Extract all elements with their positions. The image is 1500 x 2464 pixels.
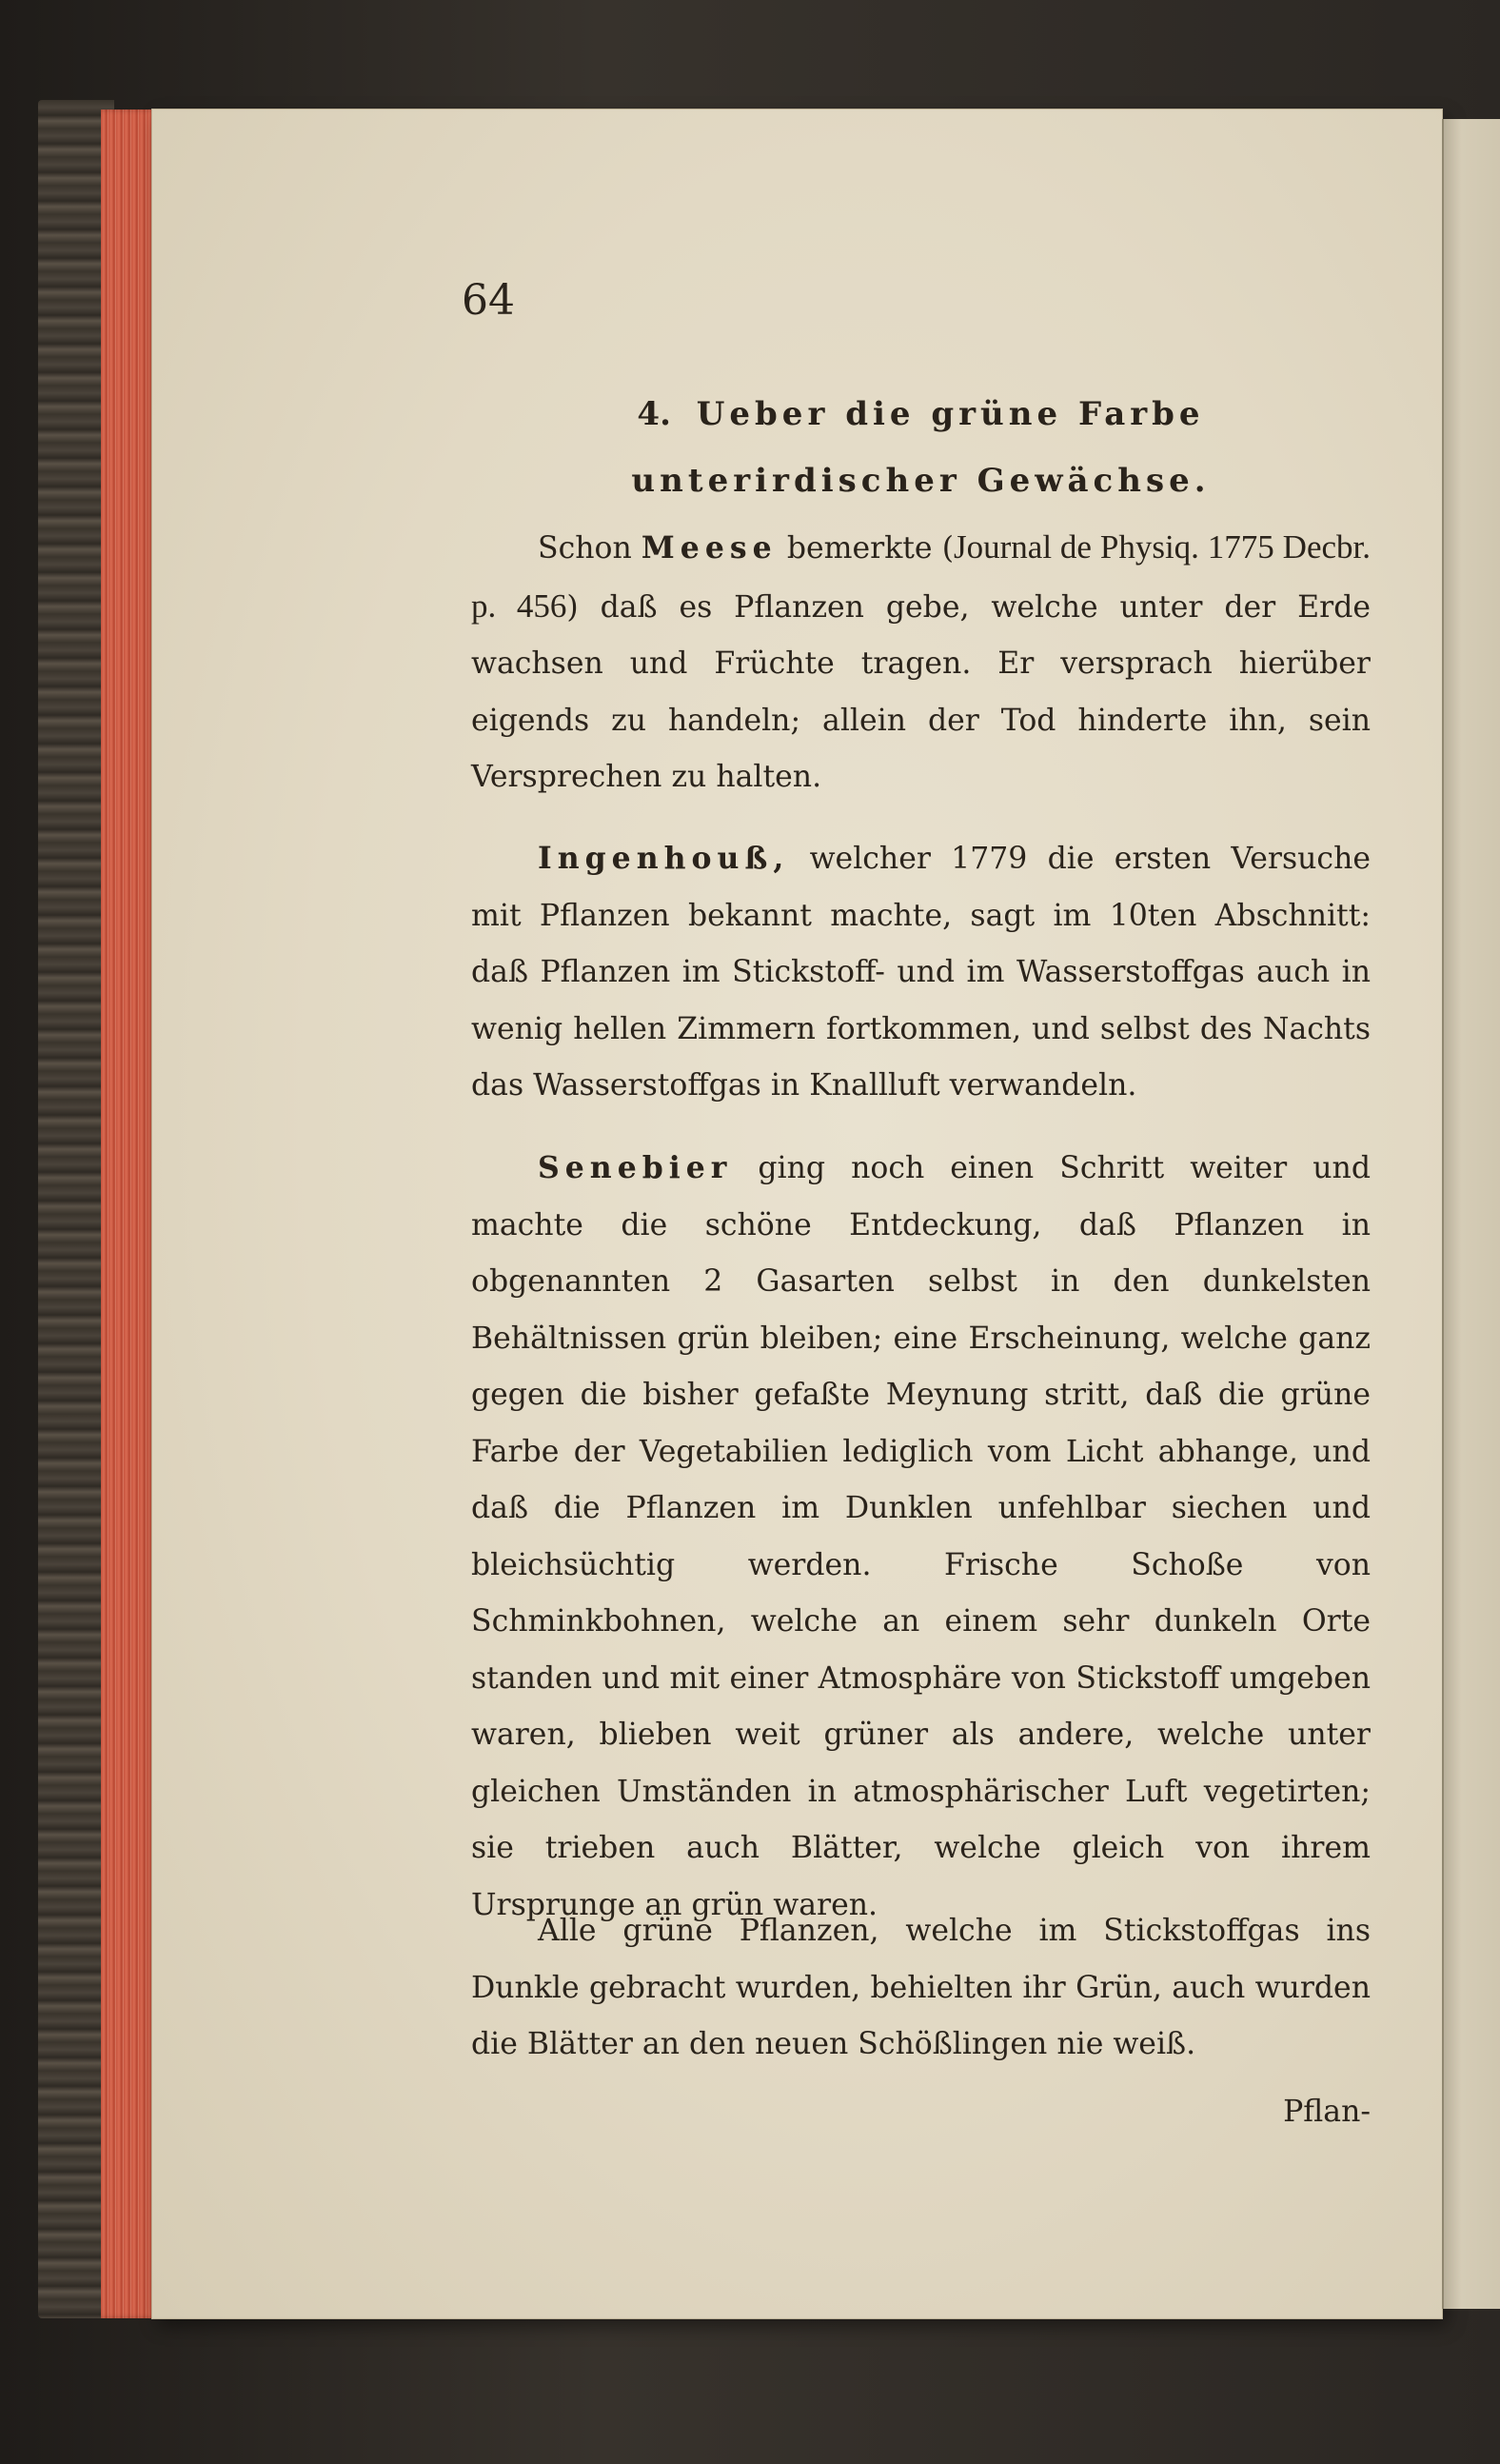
journal-citation: Journal de Physiq. 1775 Decbr. p. 456 — [471, 528, 1372, 625]
paragraph-lead: Schon — [538, 531, 632, 566]
paragraph-conclusion — [471, 1903, 1371, 2074]
paragraph-meese — [471, 519, 1371, 806]
paragraph-ingenhousz — [471, 830, 1371, 1115]
paragraph-senebier — [471, 1140, 1371, 1934]
author-name: Senebier — [538, 1150, 733, 1185]
chapter-heading — [471, 381, 1371, 514]
page-number: 64 — [462, 276, 515, 325]
paragraph-text: ging noch einen Schritt weiter und machte die schöne Entdeckung, daß Pflanzen in obgenannten 2 Gasarten selbst in den dunkelsten Behältnissen grün bleiben; eine Erscheinung, welche ganz gegen die bisher gefaßte Meynung stritt, daß die grüne Farbe der Vegetabilien lediglich vom Licht abhange, und daß die Pflanzen im Dunklen unfehlbar siechen und bleichsüchtig werden. Frische Schoße von Schminkbohnen, welche an einem sehr dunkeln Orte standen und mit einer Atmosphäre von Stickstoff umgeben waren, blieben weit grüner als andere, welche unter gleichen Umständen in atmosphärischer Luft vegetirten; sie trieben auch Blätter, welche gleich von ihrem Ursprunge an grün waren. — [471, 1151, 1371, 1922]
paragraph-text: welcher 1779 die ersten Versuche mit Pflanzen bekannt machte, sagt im 10ten Abschnitt: daß Pflanzen im Stickstoff- und im Wasserstoffgas auch in wenig hellen Zimmern fortkommen, und selbst des Nachts das Wasserstoffgas in Knallluft verwandeln. — [471, 842, 1372, 1103]
catchword: Pflan- — [1283, 2095, 1371, 2129]
paragraph-text: ) daß es Pflanzen gebe, welche unter der Erde wachsen und Früchte tragen. Er versprach hierüber eigends zu handeln; allein der Tod hinderte ihn, sein Versprechen zu halten. — [471, 589, 1371, 794]
paragraph-text: bemerkte ( — [786, 531, 955, 566]
author-name: Meese — [641, 530, 778, 566]
next-page-edge — [1442, 119, 1500, 2309]
heading-number: 4. — [637, 395, 671, 433]
paragraph-text: Alle grüne Pflanzen, welche im Stickstoffgas ins Dunkle gebracht wurden, behielten ihr Grün, auch wurden die Blätter an den neuen Schößlingen nie weiß. — [471, 1914, 1371, 2061]
heading-text: Ueber die grüne Farbe unterirdischer Gewächse. — [631, 395, 1211, 500]
red-page-edges — [101, 109, 158, 2318]
author-name: Ingenhouß, — [538, 841, 790, 876]
